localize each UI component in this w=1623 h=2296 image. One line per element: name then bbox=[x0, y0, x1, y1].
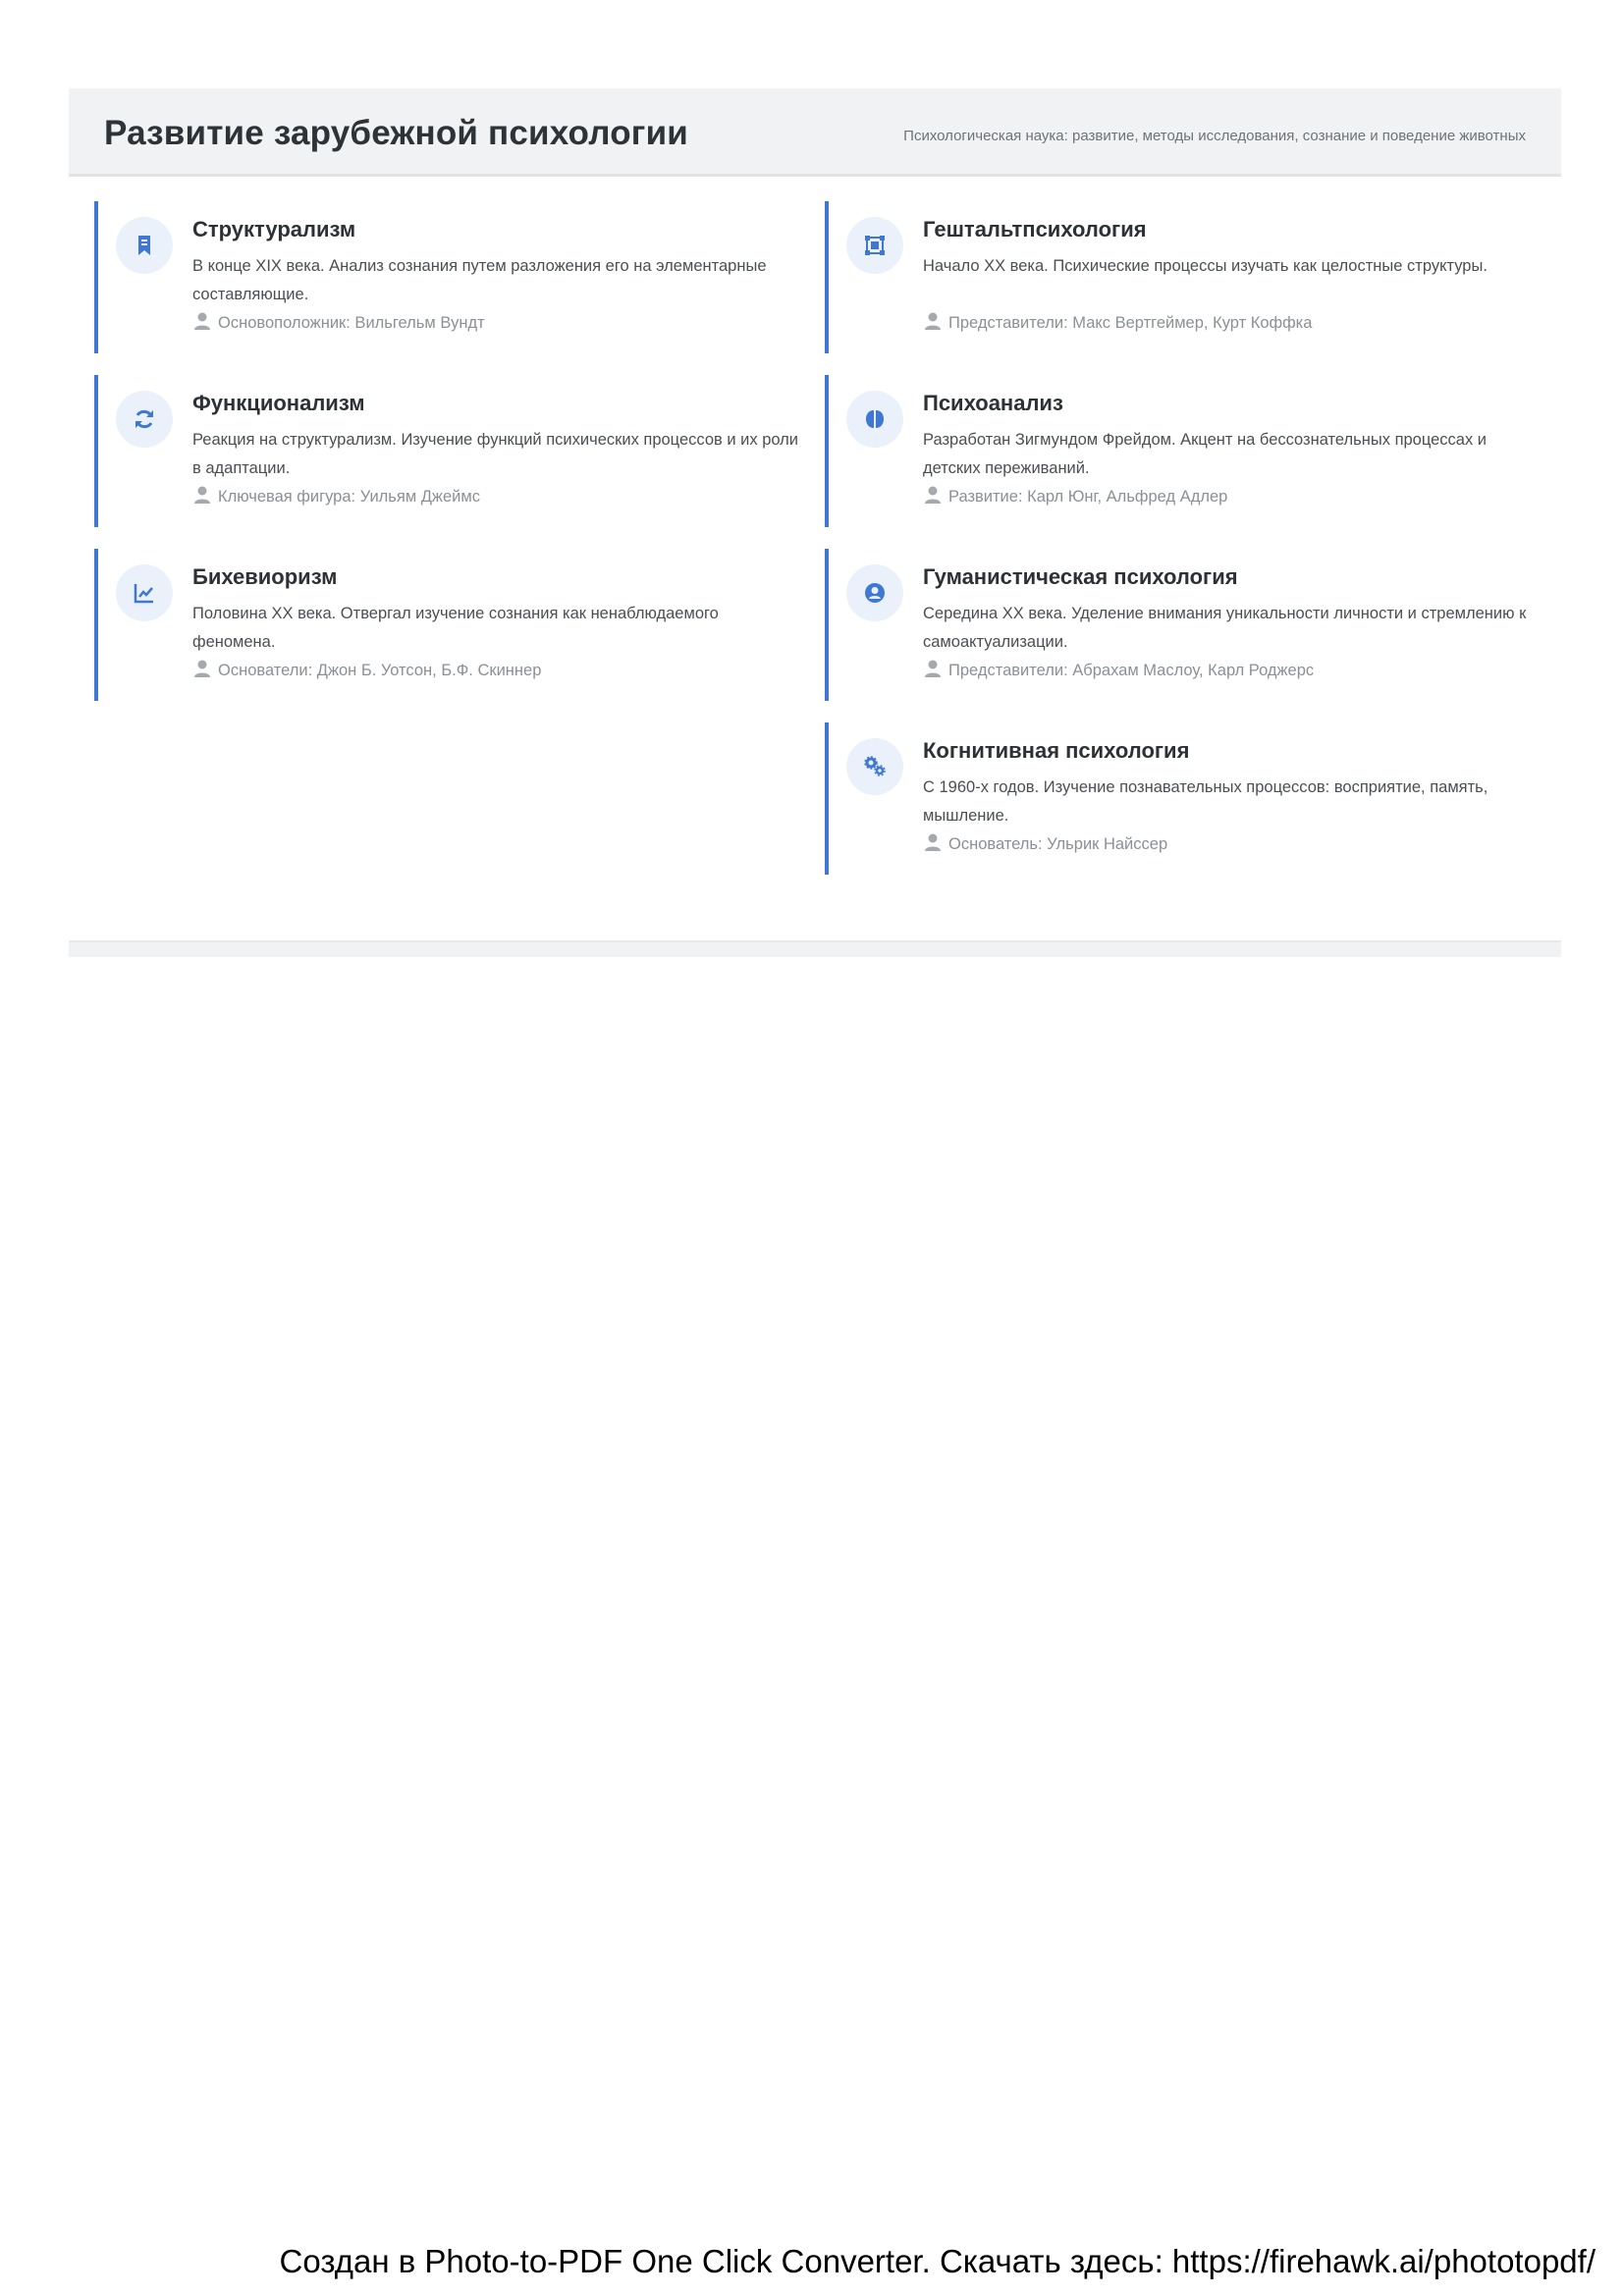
card-gestalt bbox=[825, 201, 1532, 353]
card-behaviorism bbox=[94, 549, 801, 701]
page-subtitle: Психологическая наука: развитие, методы исследования, сознание и поведение животных bbox=[903, 128, 1526, 144]
card-functionalism bbox=[94, 375, 801, 527]
card-meta-text: Представители: Макс Вертгеймер, Курт Коффка bbox=[948, 314, 1313, 332]
card-title: Гештальтпсихология bbox=[923, 217, 1147, 241]
card-meta-text: Основоположник: Вильгельм Вундт bbox=[218, 314, 485, 332]
card-description: Разработан Зигмундом Фрейдом. Акцент на бессознательных процессах и детских переживаний. bbox=[923, 431, 1488, 477]
card-title: Гуманистическая психология bbox=[923, 564, 1238, 589]
cogs-icon bbox=[863, 755, 887, 778]
card-title: Психоанализ bbox=[923, 391, 1063, 415]
user-icon bbox=[923, 485, 943, 505]
icon-badge bbox=[116, 564, 173, 621]
icon-badge bbox=[846, 738, 903, 795]
card-meta bbox=[192, 659, 541, 680]
card-title: Функционализм bbox=[192, 391, 365, 415]
icon-badge bbox=[846, 391, 903, 448]
icon-badge bbox=[846, 217, 903, 274]
user-icon bbox=[192, 659, 212, 678]
card-title: Бихевиоризм bbox=[192, 564, 338, 589]
converter-footer-note: Создан в Photo-to-PDF One Click Converter. Скачать здесь: https://firehawk.ai/phototopdf/ bbox=[279, 2243, 1596, 2279]
user-icon bbox=[923, 832, 943, 852]
card-meta bbox=[923, 485, 1227, 507]
card-description: Реакция на структурализм. Изучение функций психических процессов и их роли в адаптации. bbox=[192, 431, 799, 477]
card-meta-text: Основатель: Ульрик Найссер bbox=[948, 835, 1168, 853]
card-meta bbox=[192, 311, 485, 333]
card-meta-text: Развитие: Карл Юнг, Альфред Адлер bbox=[948, 488, 1228, 506]
page-title: Развитие зарубежной психологии bbox=[104, 114, 689, 152]
card-meta bbox=[923, 311, 1312, 333]
card-cognitive bbox=[825, 722, 1532, 875]
card-meta bbox=[923, 832, 1167, 854]
card-description: Середина XX века. Уделение внимания уникальности личности и стремлению к самоактуализации. bbox=[923, 605, 1527, 651]
user-icon bbox=[923, 659, 943, 678]
user-icon bbox=[192, 485, 212, 505]
card-title: Когнитивная психология bbox=[923, 738, 1190, 763]
page-bottom-bar bbox=[69, 940, 1561, 957]
icon-badge bbox=[116, 391, 173, 448]
card-humanistic bbox=[825, 549, 1532, 701]
icon-badge bbox=[846, 564, 903, 621]
card-structuralism bbox=[94, 201, 801, 353]
card-description: Начало XX века. Психические процессы изучать как целостные структуры. bbox=[923, 257, 1488, 275]
line-chart-icon bbox=[133, 581, 156, 605]
card-meta bbox=[192, 485, 480, 507]
card-meta-text: Представители: Абрахам Маслоу, Карл Роджерс bbox=[948, 662, 1315, 679]
card-description: Половина XX века. Отвергал изучение сознания как ненаблюдаемого феномена. bbox=[192, 605, 719, 651]
card-meta-text: Основатели: Джон Б. Уотсон, Б.Ф. Скиннер bbox=[218, 662, 542, 679]
card-description: В конце XIX века. Анализ сознания путем разложения его на элементарные составляющие. bbox=[192, 257, 767, 303]
icon-badge bbox=[116, 217, 173, 274]
user-icon bbox=[192, 311, 212, 331]
user-circle-icon bbox=[863, 581, 887, 605]
brain-icon bbox=[863, 407, 887, 431]
object-group-icon bbox=[863, 234, 887, 257]
document-sheet bbox=[69, 88, 1561, 957]
card-meta bbox=[923, 659, 1314, 680]
card-title: Структурализм bbox=[192, 217, 356, 241]
bookmark-icon bbox=[133, 234, 156, 257]
card-description: С 1960-х годов. Изучение познавательных процессов: восприятие, память, мышление. bbox=[923, 778, 1488, 825]
page-header bbox=[69, 88, 1561, 177]
card-meta-text: Ключевая фигура: Уильям Джеймс bbox=[218, 488, 480, 506]
sync-icon bbox=[133, 407, 156, 431]
card-psychoanalysis bbox=[825, 375, 1532, 527]
user-icon bbox=[923, 311, 943, 331]
